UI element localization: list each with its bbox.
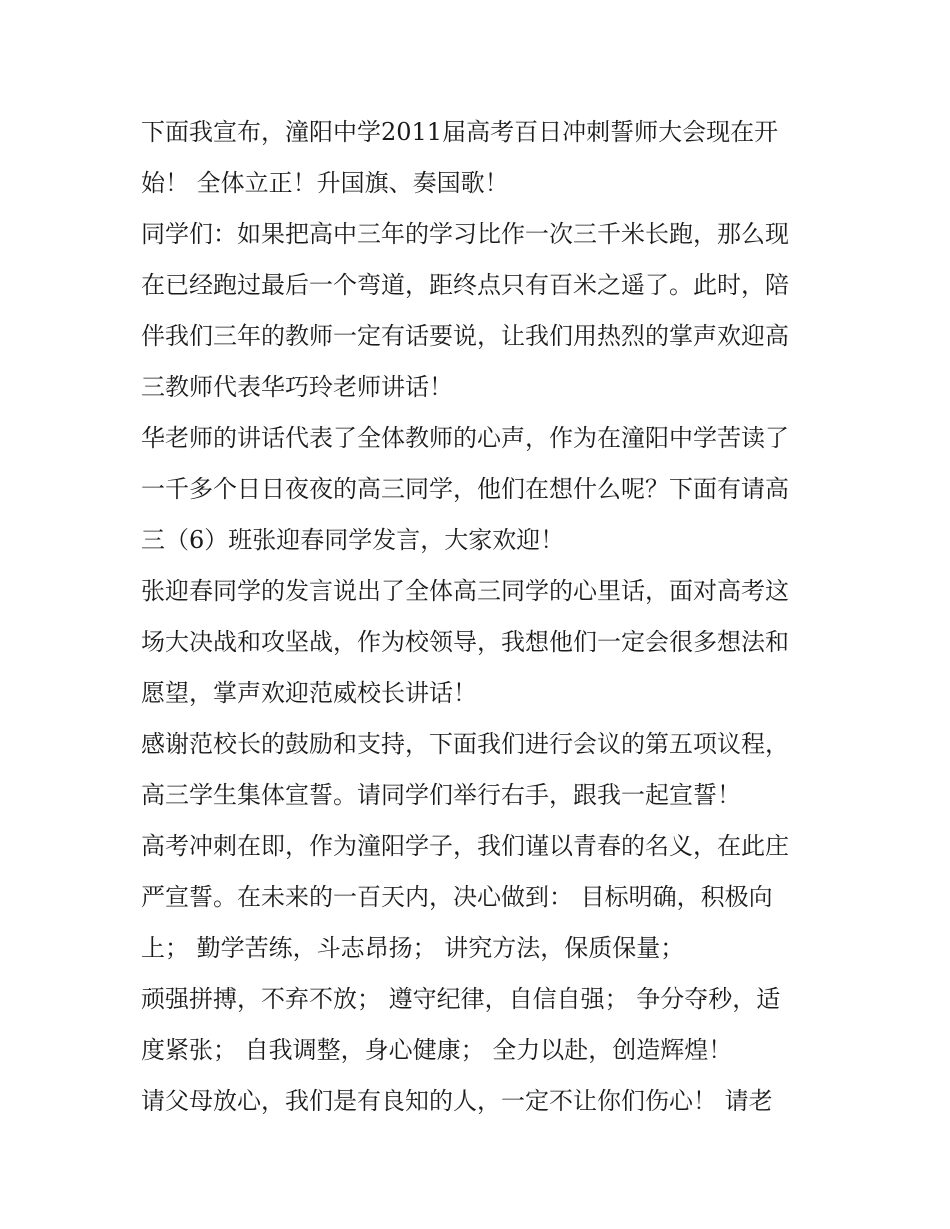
text-line-17: 上； 勤学苦练，斗志昂扬； 讲究方法，保质保量； [141,934,685,962]
text-line-20: 请父母放心，我们是有良知的人，一定不让你们伤心！ 请老 [141,1087,773,1115]
text-line-14: 高三学生集体宣誓。请同学们举行右手，跟我一起宣誓！ [141,781,741,809]
text-line-8: 一千多个日日夜夜的高三同学，他们在想什么呢？下面有请高 [141,475,789,503]
text-line-11: 场大决战和攻坚战，作为校领导，我想他们一定会很多想法和 [141,628,789,656]
document-body [141,107,821,1127]
text-line-15: 高考冲刺在即，作为潼阳学子，我们谨以青春的名义，在此庄 [141,832,789,860]
text-line-3: 同学们：如果把高中三年的学习比作一次三千米长跑，那么现 [141,220,789,248]
text-line-12: 愿望，掌声欢迎范威校长讲话！ [141,679,477,707]
text-line-18: 顽强拼搏，不弃不放； 遵守纪律，自信自强； 争分夺秒，适 [141,985,781,1013]
text-line-2: 始！ 全体立正！升国旗、奏国歌！ [141,169,509,197]
text-line-9: 三（6）班张迎春同学发言，大家欢迎！ [141,526,565,554]
text-line-6: 三教师代表华巧玲老师讲话！ [141,373,453,401]
text-line-13: 感谢范校长的鼓励和支持，下面我们进行会议的第五项议程， [141,730,789,758]
text-line-16: 严宣誓。在未来的一百天内，决心做到： 目标明确，积极向 [141,883,773,911]
text-line-19: 度紧张； 自我调整，身心健康； 全力以赴，创造辉煌！ [141,1036,733,1064]
text-line-7: 华老师的讲话代表了全体教师的心声，作为在潼阳中学苦读了 [141,424,789,452]
text-line-1: 下面我宣布，潼阳中学2011届高考百日冲刺誓师大会现在开 [141,118,779,146]
text-line-5: 伴我们三年的教师一定有话要说，让我们用热烈的掌声欢迎高 [141,322,789,350]
text-line-4: 在已经跑过最后一个弯道，距终点只有百米之遥了。此时，陪 [141,271,789,299]
text-line-10: 张迎春同学的发言说出了全体高三同学的心里话，面对高考这 [141,577,789,605]
